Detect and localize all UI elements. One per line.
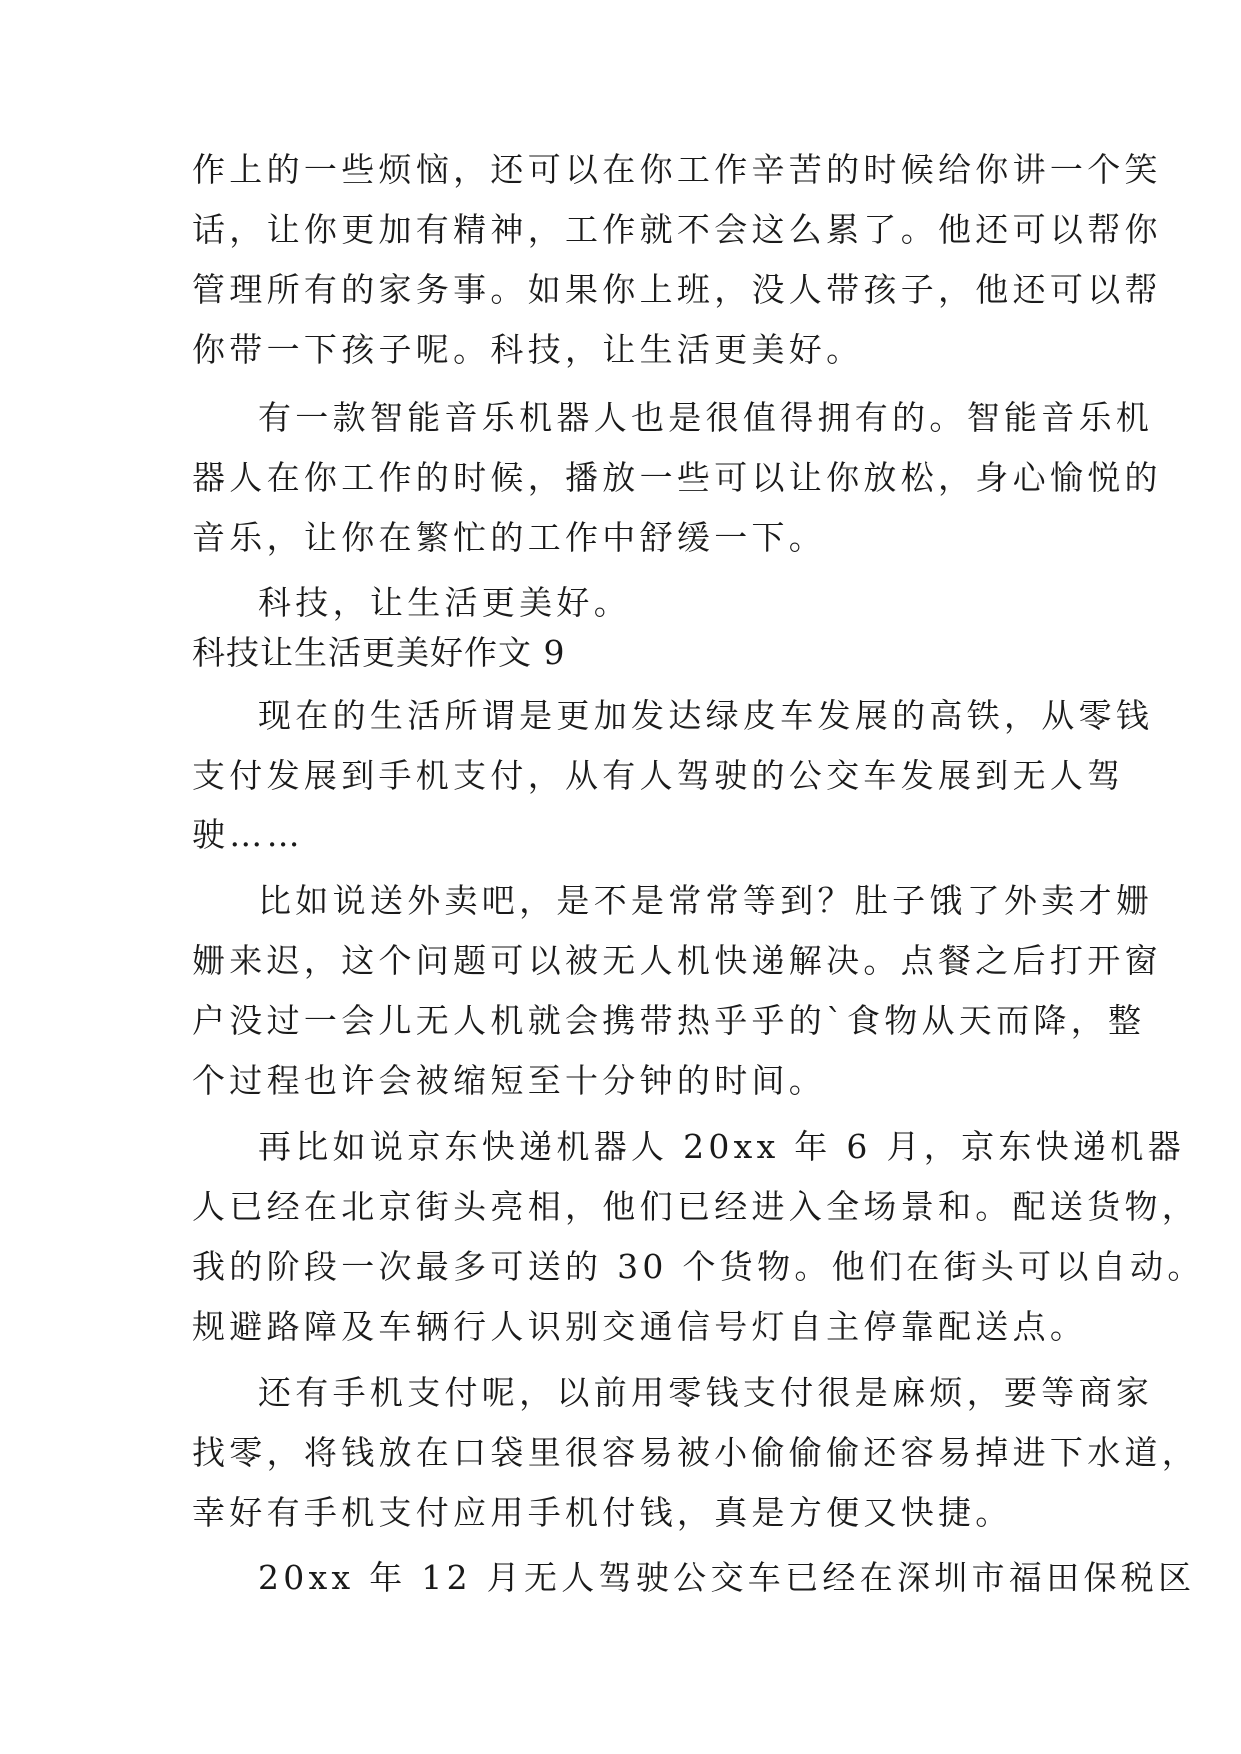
paragraph-line: 个过程也许会被缩短至十分钟的时间。 (192, 1061, 827, 1100)
paragraph-line: 现在的生活所谓是更加发达绿皮车发展的高铁，从零钱 (258, 696, 1154, 735)
paragraph-line: 支付发展到手机支付，从有人驾驶的公交车发展到无人驾 (192, 756, 1125, 795)
paragraph-line: 驶…… (192, 815, 304, 854)
paragraph-line: 姗来迟，这个问题可以被无人机快递解决。点餐之后打开窗 (192, 941, 1162, 980)
paragraph-line: 比如说送外卖吧，是不是常常等到？肚子饿了外卖才姗 (258, 881, 1154, 920)
paragraph-line: 我的阶段一次最多可送的 30 个货物。他们在街头可以自动。 (192, 1247, 1205, 1286)
paragraph-line: 音乐，让你在繁忙的工作中舒缓一下。 (192, 518, 827, 557)
paragraph-line: 户没过一会儿无人机就会携带热乎乎的`食物从天而降，整 (192, 1001, 1146, 1040)
paragraph-line: 还有手机支付呢，以前用零钱支付很是麻烦，要等商家 (258, 1373, 1154, 1412)
section-heading: 科技让生活更美好作文 9 (192, 633, 566, 672)
paragraph-line: 管理所有的家务事。如果你上班，没人带孩子，他还可以帮 (192, 270, 1162, 309)
paragraph-line: 科技，让生活更美好。 (258, 583, 631, 622)
paragraph-line: 器人在你工作的时候，播放一些可以让你放松，身心愉悦的 (192, 458, 1162, 497)
paragraph-line: 作上的一些烦恼，还可以在你工作辛苦的时候给你讲一个笑 (192, 150, 1162, 189)
paragraph-line: 再比如说京东快递机器人 20xx 年 6 月，京东快递机器 (258, 1127, 1185, 1166)
paragraph-line: 人已经在北京街头亮相，他们已经进入全场景和。配送货物， (192, 1187, 1200, 1226)
paragraph-line: 你带一下孩子呢。科技，让生活更美好。 (192, 330, 864, 369)
paragraph-line: 找零，将钱放在口袋里很容易被小偷偷偷还容易掉进下水道， (192, 1433, 1200, 1472)
paragraph-line: 有一款智能音乐机器人也是很值得拥有的。智能音乐机 (258, 398, 1154, 437)
paragraph-line: 20xx 年 12 月无人驾驶公交车已经在深圳市福田保税区 (258, 1558, 1196, 1597)
paragraph-line: 幸好有手机支付应用手机付钱，真是方便又快捷。 (192, 1493, 1013, 1532)
paragraph-line: 话，让你更加有精神，工作就不会这么累了。他还可以帮你 (192, 210, 1162, 249)
paragraph-line: 规避路障及车辆行人识别交通信号灯自主停靠配送点。 (192, 1307, 1088, 1346)
